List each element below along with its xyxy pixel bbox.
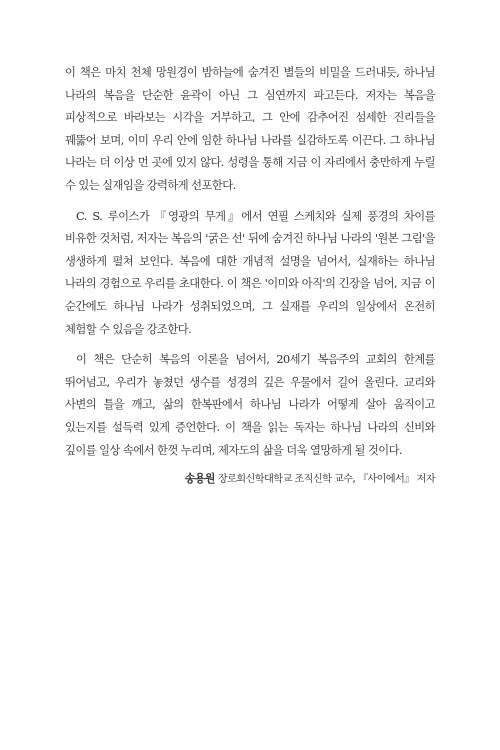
endorsement-paragraph-1: 이 책은 마치 천체 망원경이 밤하늘에 숨겨진 별들의 비밀을 드러내듯, 하나님 나라의 복음을 단순한 윤곽이 아닌 그 심연까지 파고든다. 저자는 복음을 피상적으로 바라보는 시각을 거부하고, 그 안에 감추어진 섬세한 진리들을 꿰뚫어 보며, 이미 우리 안에 임한 하나님 나라를 실감하도록 이끈다. 그 하나님 나라는 더 이상 먼 곳에 있지 않다. 성령을 통해 지금 이 자리에서 충만하게 누릴 수 있는 실재임을 강력하게 선포한다. [65,66,435,192]
endorsement-paragraph-2: C. S. 루이스가 『영광의 무게』에서 연필 스케치와 실제 풍경의 차이를 비유한 것처럼, 저자는 복음의 '굵은 선' 뒤에 숨겨진 하나님 나라의 '원본 그림'을 생생하게 펼쳐 보인다. 복음에 대한 개념적 설명을 넘어서, 실재하는 하나님 나라의 경험으로 우리를 초대한다. 이 책은 '이미와 아직'의 긴장을 넘어, 지금 이 순간에도 하나님 나라가 성취되었으며, 그 실재를 우리의 일상에서 온전히 체험할 수 있음을 강조한다. [65,209,435,336]
endorser-name: 송용원 [184,472,215,486]
endorsement-text-block [65,62,435,489]
endorser-signature [65,470,435,489]
endorsement-paragraph-3: 이 책은 단순히 복음의 이론을 넘어서, 20세기 복음주의 교회의 한계를 뛰어넘고, 우리가 놓쳤던 생수를 성경의 깊은 우물에서 길어 올린다. 교리와 사변의 틀을 깨고, 삶의 한복판에서 하나님 나라가 어떻게 살아 움직이고 있는지를 설득력 있게 증언한다. 이 책을 읽는 독자는 하나님 나라의 신비와 깊이를 일상 속에서 한껏 누리며, 제자도의 삶을 더욱 열망하게 될 것이다. [65,353,435,457]
endorser-affiliation: 장로회신학대학교 조직신학 교수, 『사이에서』 저자 [217,474,435,486]
